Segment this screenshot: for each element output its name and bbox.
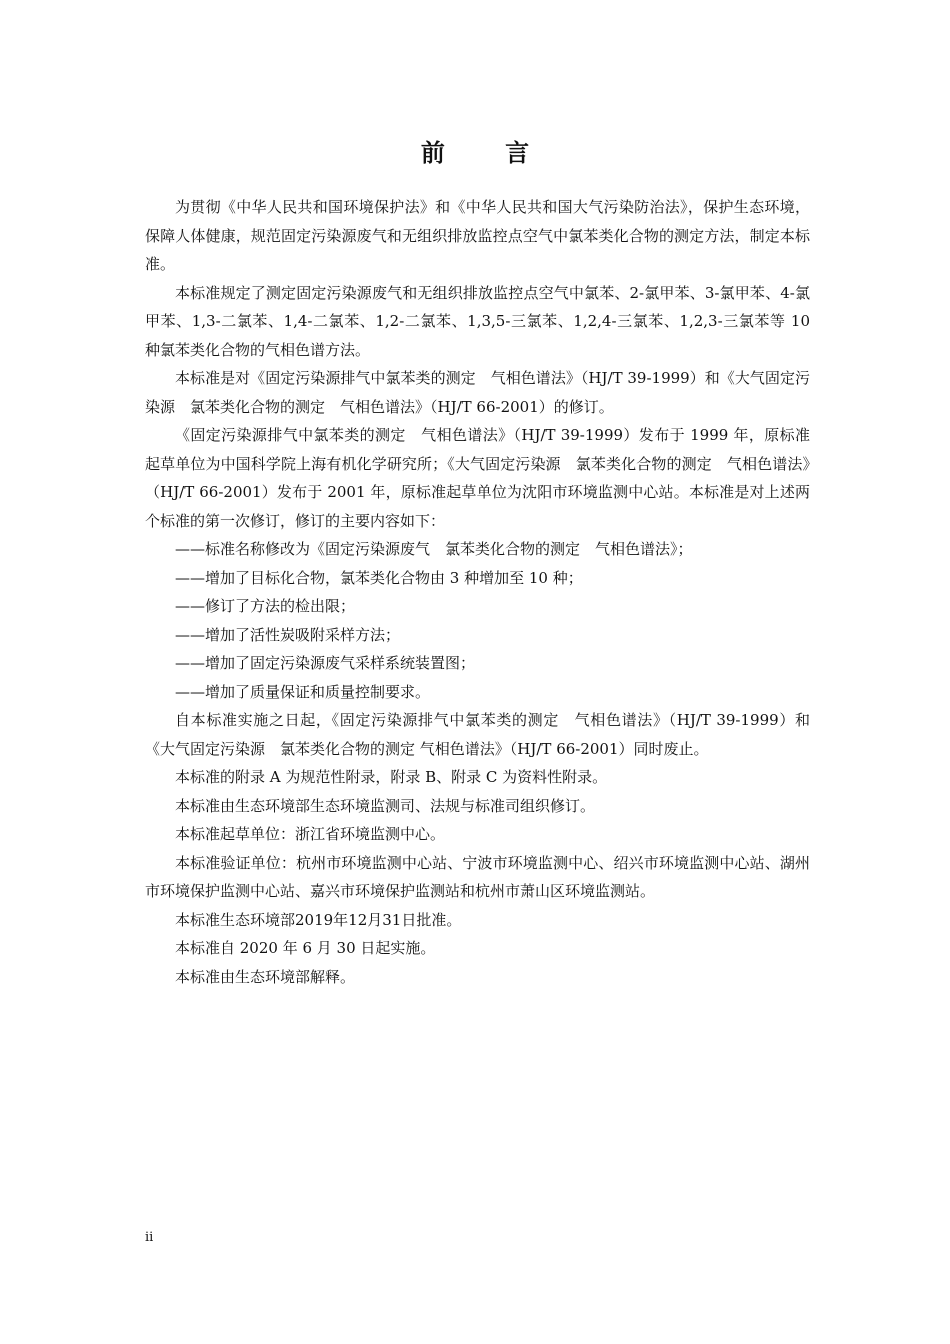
paragraph-interpretation: 本标准由生态环境部解释。 (175, 967, 356, 986)
page-number: ii (145, 1230, 154, 1245)
paragraph-validators: 本标准验证单位：杭州市环境监测中心站、宁波市环境监测中心、绍兴市环境监测中心站、湖州市环境保护监测中心站、嘉兴市环境保护监测站和杭州市萧山区环境监测站。 (145, 853, 810, 900)
paragraph-appendix: 本标准的附录 A 为规范性附录，附录 B、附录 C 为资料性附录。 (175, 768, 608, 786)
paragraph-abolition: 自本标准实施之日起，《固定污染源排气中氯苯类的测定 气相色谱法》（HJ/T 39-1999）和《大气固定污染源 氯苯类化合物的测定 气相色谱法》（HJ/T 66-2001）同时废止。 (145, 711, 810, 758)
list-item-sampling-diagram: ——增加了固定污染源废气采样系统装置图； (175, 654, 476, 672)
page-title: 前 言 (420, 139, 556, 167)
paragraph-effective-date: 本标准自 2020 年 6 月 30 日起实施。 (175, 939, 436, 957)
paragraph-organizer: 本标准由生态环境部生态环境监测司、法规与标准司组织修订。 (175, 796, 596, 815)
paragraph-scope: 本标准规定了测定固定污染源废气和无组织排放监控点空气中氯苯、2-氯甲苯、3-氯甲苯、4-氯甲苯、1,3-二氯苯、1,4-二氯苯、1,2-二氯苯、1,3,5-三氯苯、1,2,4-三氯苯、1,2,3-三氯苯等 10 种氯苯类化合物的气相色谱方法。 (145, 283, 810, 359)
list-item-qa-qc: ——增加了质量保证和质量控制要求。 (175, 682, 431, 701)
list-item-rename: ——标准名称修改为《固定污染源废气 氯苯类化合物的测定 气相色谱法》； (175, 540, 693, 558)
list-item-detection-limit: ——修订了方法的检出限； (175, 597, 356, 615)
paragraph-history: 《固定污染源排气中氯苯类的测定 气相色谱法》（HJ/T 39-1999）发布于 1999 年，原标准起草单位为中国科学院上海有机化学研究所；《大气固定污染源 氯苯类化合物的测定 气相色谱法》（HJ/T 66-2001）发布于 2001 年，原标准起草单位为沈阳市环境监测中心站。本标准是对上述两个标准的第一次修订，修订的主要内容如下： (145, 426, 810, 530)
paragraph-purpose: 为贯彻《中华人民共和国环境保护法》和《中华人民共和国大气污染防治法》，保护生态环境，保障人体健康，规范固定污染源废气和无组织排放监控点空气中氯苯类化合物的测定方法，制定本标准。 (145, 198, 810, 273)
paragraph-drafter: 本标准起草单位：浙江省环境监测中心。 (175, 825, 446, 843)
paragraph-revision-of: 本标准是对《固定污染源排气中氯苯类的测定 气相色谱法》（HJ/T 39-1999）和《大气固定污染源 氯苯类化合物的测定 气相色谱法》（HJ/T 66-2001）的修订。 (145, 369, 810, 416)
list-item-target-compounds: ——增加了目标化合物，氯苯类化合物由 3 种增加至 10 种； (175, 568, 583, 587)
paragraph-approval: 本标准生态环境部2019年12月31日批准。 (175, 910, 462, 929)
list-item-carbon-sampling: ——增加了活性炭吸附采样方法； (175, 625, 401, 644)
document-body (145, 193, 810, 991)
